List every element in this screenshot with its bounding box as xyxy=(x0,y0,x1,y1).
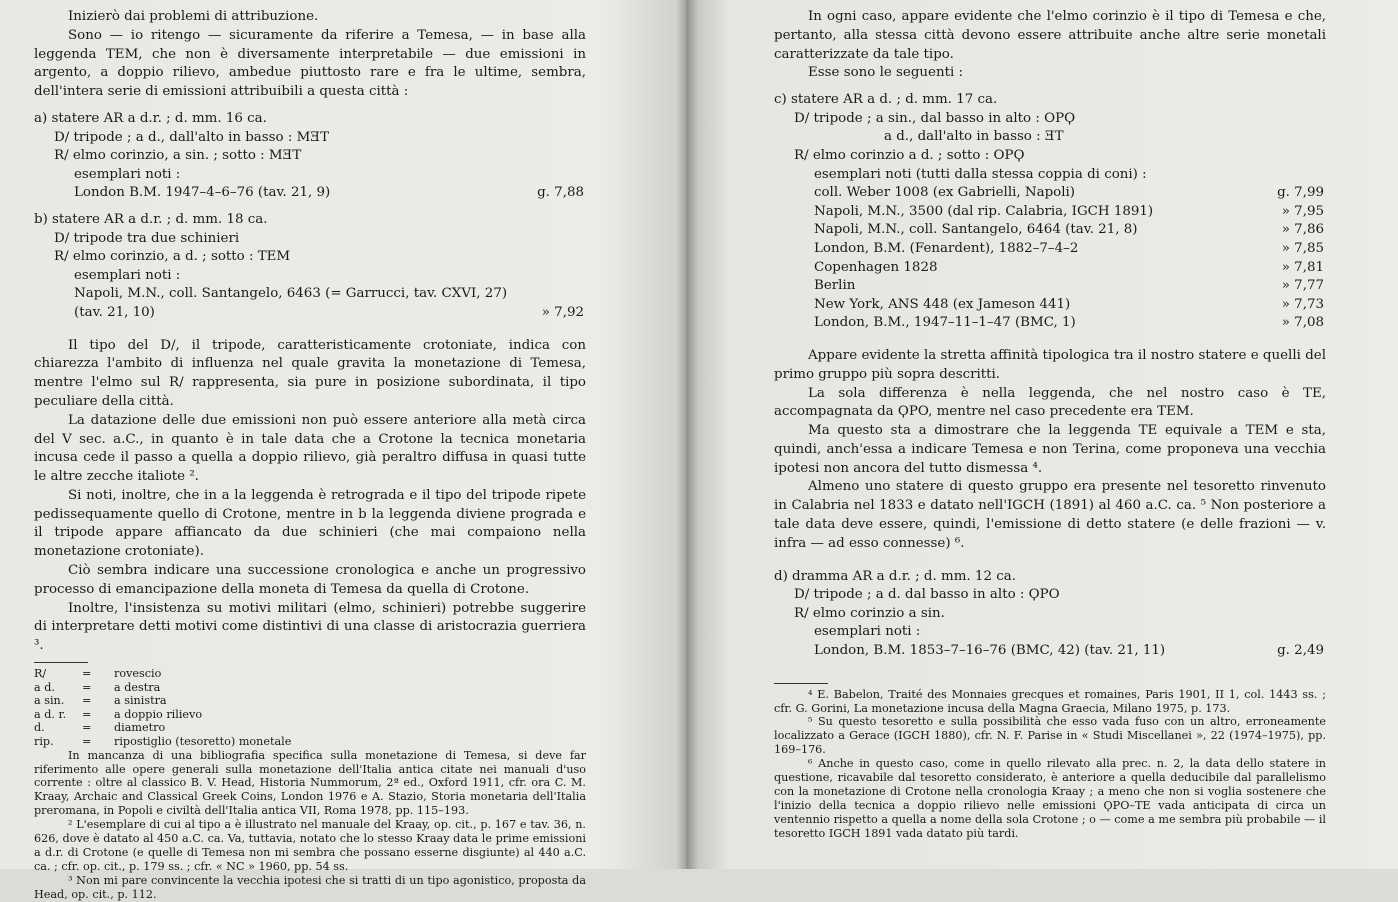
abbr: rip. xyxy=(34,735,54,749)
paragraph: Appare evidente la stretta affinità tipologica tra il nostro statere e quelli del primo gruppo più sopra descritti. xyxy=(774,347,1326,382)
abbr-meaning: diametro xyxy=(114,721,166,735)
example-text: London, B.M. 1853–7–16–76 (BMC, 42) (tav. 21, 11) xyxy=(814,643,1166,659)
eq: = xyxy=(82,694,92,708)
book-gutter-shadow xyxy=(676,0,698,869)
paragraph: Inoltre, l'insistenza su motivi militari (elmo, schinieri) potrebbe suggerire di interpretare detti motivi come distintivi di una classe di aristocrazia guerriera ³. xyxy=(34,600,586,654)
entry-heading: a) statere AR a d.r. ; d. mm. 16 ca. xyxy=(34,110,267,126)
obverse-line: D/ tripode ; a sin., dal basso in alto : OΡϘ xyxy=(794,110,1076,126)
example-row xyxy=(774,240,1326,259)
example-weight: » 7,08 xyxy=(1281,315,1324,331)
paragraph: Si noti, inoltre, che in a la leggenda è retrograda e il tipo del tripode ripete pedissequamente quello di Crotone, mentre in b la leggenda diviene prograda e il tripode appare affiancato da due schinieri (che mai compaiono nella monetazione crotoniate). xyxy=(34,487,586,560)
footnote-6: ⁶ Anche in questo caso, come in quello rilevato alla prec. n. 2, la data dello statere in questione, ricavabile dal tesoretto considerato, è anteriore a quella deducibile dal parallelismo con la monetazione di Crotone nella cronologia Kraay ; a meno che non si voglia sostenere che l'inizio della tecnica a doppio rilievo nelle emissioni ϘPO–TE vada anticipata di circa un ventennio rispetto a quella a nome della sola Crotone ; o — come a me sembra più probabile — il tesoretto IGCH 1891 vada datato più tardi. xyxy=(774,757,1326,840)
example-text: Berlin xyxy=(814,278,856,294)
paragraph: In ogni caso, appare evidente che l'elmo corinzio è il tipo di Temesa e che, pertanto, alla stessa città devono essere attribuite anche altre serie monetali caratterizzate da tale tipo. xyxy=(774,9,1326,62)
abbr-meaning: ripostiglio (tesoretto) monetale xyxy=(114,735,292,749)
example-text: London, B.M. (Fenardent), 1882–7–4–2 xyxy=(814,240,1079,256)
abbr-meaning: a sinistra xyxy=(114,694,167,708)
footnote-rule xyxy=(774,683,828,684)
example-weight: » 7,73 xyxy=(1281,296,1324,312)
example-row xyxy=(774,221,1326,240)
abbr-meaning: rovescio xyxy=(114,667,162,681)
paragraph: Almeno uno statere di questo gruppo era presente nel tesoretto rinvenuto in Calabria nel 1833 e datato nell'IGCH (1891) al 460 a.C. ca. ⁵ Non posteriore a tale data deve essere, quindi, l'emissione di detto statere (e delle frazioni — v. infra — ad esso connesse) ⁶. xyxy=(774,479,1326,551)
example-row xyxy=(774,314,1326,333)
reverse-line: R/ elmo corinzio, a d. ; sotto : TEM xyxy=(54,249,291,265)
eq: = xyxy=(82,707,92,721)
reverse-line: R/ elmo corinzio a d. ; sotto : OΡϘ xyxy=(794,147,1025,163)
example-text: Napoli, M.N., 3500 (dal rip. Calabria, IGCH 1891) xyxy=(814,203,1154,219)
example-weight: g. 7,88 xyxy=(537,185,584,201)
example-row xyxy=(774,642,1326,661)
example-text: London B.M. 1947–4–6–76 (tav. 21, 9) xyxy=(74,185,331,201)
example-row xyxy=(774,259,1326,278)
right-text-column xyxy=(774,8,1326,841)
footnote-5: ⁵ Su questo tesoretto e sulla possibilità che esso vada fuso con un altro, erroneamente localizzato a Gerace (IGCH 1880), cfr. N. F. Parise in « Studi Miscellanei », 22 (1974–1975), pp. 169–176. xyxy=(774,715,1326,757)
footnote-4: ⁴ E. Babelon, Traité des Monnaies grecques et romaines, Paris 1901, II 1, col. 1443 ss. ; cfr. G. Gorini, La monetazione incusa della Magna Graecia, Milano 1975, p. 173. xyxy=(774,687,1326,715)
left-page xyxy=(0,0,686,901)
abbr: a d. r. xyxy=(34,707,67,721)
abbr: a d. xyxy=(34,680,55,694)
example-text: Napoli, M.N., coll. Santangelo, 6463 (= Garrucci, tav. CXVI, 27) xyxy=(74,286,508,302)
footnote-2: ² L'esemplare di cui al tipo a è illustrato nel manuale del Kraay, op. cit., p. 167 e tav. 36, n. 626, dove è datato al 450 a.C. ca. Va, tuttavia, notato che lo stesso Kraay data le prime emissioni a d.r. di Crotone (e quelle di Temesa non mi sembra che possano esserne disgiunte) al 440 a.C. ca. ; cfr. op. cit., p. 179 ss. ; cfr. « NC » 1960, pp. 54 ss. xyxy=(34,818,586,873)
obverse-line: D/ tripode ; a d. dal basso in alto : ϘPO xyxy=(794,587,1060,603)
known-examples-label: esemplari noti : xyxy=(74,267,181,283)
entry-heading: b) statere AR a d.r. ; d. mm. 18 ca. xyxy=(34,211,268,227)
footnote-3: ³ Non mi pare convincente la vecchia ipotesi che si tratti di un tipo agonistico, proposta da Head, op. cit., p. 112. xyxy=(34,873,586,901)
example-text: Napoli, M.N., coll. Santangelo, 6464 (tav. 21, 8) xyxy=(814,222,1138,238)
example-weight: » 7,86 xyxy=(1281,222,1324,238)
intro-line: Inizierò dai problemi di attribuzione. xyxy=(68,9,319,24)
example-text: coll. Weber 1008 (ex Gabrielli, Napoli) xyxy=(814,185,1076,201)
entry-heading: c) statere AR a d. ; d. mm. 17 ca. xyxy=(774,92,998,108)
known-examples-label: esemplari noti : xyxy=(74,166,181,182)
example-weight: » 7,85 xyxy=(1281,240,1324,256)
example-weight: » 7,95 xyxy=(1281,203,1324,219)
paragraph: Esse sono le seguenti : xyxy=(808,65,964,81)
reverse-line: R/ elmo corinzio a sin. xyxy=(794,605,945,621)
obverse-line-2: a d., dall'alto in basso : ƎT xyxy=(884,129,1064,145)
eq: = xyxy=(82,735,92,749)
known-examples-label: esemplari noti : xyxy=(814,624,921,640)
example-weight: » 7,81 xyxy=(1281,259,1324,275)
abbreviations-list xyxy=(34,667,586,749)
left-text-column xyxy=(34,8,586,902)
abbr-meaning: a doppio rilievo xyxy=(114,707,203,721)
paragraph: La datazione delle due emissioni non può essere anteriore alla metà circa del V sec. a.C., in quanto è in tale data che a Crotone la tecnica monetaria incusa cede il passo a quella a doppio rilievo, già peraltro diffusa in quasi tutte le altre zecche italiote ². xyxy=(34,412,586,485)
obverse-line: D/ tripode tra due schinieri xyxy=(54,230,240,246)
example-weight: » 7,92 xyxy=(541,304,584,320)
obverse-line: D/ tripode ; a d., dall'alto in basso : MƎT xyxy=(54,129,330,145)
example-row xyxy=(774,184,1326,203)
abbr: a sin. xyxy=(34,694,65,708)
paragraph: Il tipo del D/, il tripode, caratteristicamente crotoniate, indica con chiarezza l'ambito di influenza nel quale gravita la monetazione di Temesa, mentre l'elmo sul R/ rappresenta, sia pure in posizione subordinata, il tipo peculiare della città. xyxy=(34,337,586,409)
example-row xyxy=(34,304,586,323)
entry-heading: d) dramma AR a d.r. ; d. mm. 12 ca. xyxy=(774,568,1016,584)
example-text: New York, ANS 448 (ex Jameson 441) xyxy=(814,296,1071,312)
abbr: d. xyxy=(34,721,45,735)
paragraph: Ma questo sta a dimostrare che la leggenda TE equivale a TEM e sta, quindi, anch'essa a indicare Temesa e non Terina, come proponeva una vecchia ipotesi non ancora del tutto dismessa ⁴. xyxy=(774,423,1326,476)
footnote-rule xyxy=(34,662,88,663)
paragraph: La sola differenza è nella leggenda, che nel nostro caso è TE, accompagnata da ϘPO, mentre nel caso precedente era TEM. xyxy=(774,385,1326,420)
paragraph: Ciò sembra indicare una successione cronologica e anche un progressivo processo di emancipazione della moneta di Temesa da quella di Crotone. xyxy=(34,563,586,597)
example-text: London, B.M., 1947–11–1–47 (BMC, 1) xyxy=(814,315,1076,331)
example-row xyxy=(774,277,1326,296)
abbr: R/ xyxy=(34,667,47,681)
example-weight: g. 7,99 xyxy=(1277,185,1324,201)
example-row xyxy=(774,296,1326,315)
example-row xyxy=(34,184,586,203)
example-row xyxy=(774,203,1326,222)
eq: = xyxy=(82,721,92,735)
paragraph: Sono — io ritengo — sicuramente da riferire a Temesa, — in base alla leggenda TEM, che non è diversamente interpretabile — due emissioni in argento, a doppio rilievo, ambedue piuttosto rare e fra le ultime, sembra, dell'intera serie di emissioni attribuibili a questa città : xyxy=(34,27,586,100)
example-weight: g. 2,49 xyxy=(1277,643,1324,659)
right-page xyxy=(686,0,1398,869)
example-weight: » 7,77 xyxy=(1281,278,1324,294)
eq: = xyxy=(82,667,92,681)
coin-entry-c xyxy=(774,91,1326,333)
example-text-cont: (tav. 21, 10) xyxy=(74,304,155,320)
coin-entry-a xyxy=(34,110,586,203)
coin-entry-b xyxy=(34,211,586,323)
example-text: Copenhagen 1828 xyxy=(814,259,938,275)
eq: = xyxy=(82,680,92,694)
coin-entry-d xyxy=(774,568,1326,661)
abbr-meaning: a destra xyxy=(114,680,161,694)
footnote-1: In mancanza di una bibliografia specifica sulla monetazione di Temesa, si deve far riferimento alle opere generali sulla monetazione dell'Italia antica citate nei manuali d'uso corrente : oltre al classico B. V. Head, Historia Nummorum, 2ª ed., Oxford 1911, cfr. ora C. M. Kraay, Archaic and Classical Greek Coins, London 1976 e A. Stazio, Storia monetaria dell'Italia preromana, in Popoli e civiltà dell'Italia antica VII, Roma 1978, pp. 115–193. xyxy=(34,748,586,818)
known-examples-label: esemplari noti (tutti dalla stessa coppia di coni) : xyxy=(814,166,1147,182)
reverse-line: R/ elmo corinzio, a sin. ; sotto : MƎT xyxy=(54,148,302,164)
